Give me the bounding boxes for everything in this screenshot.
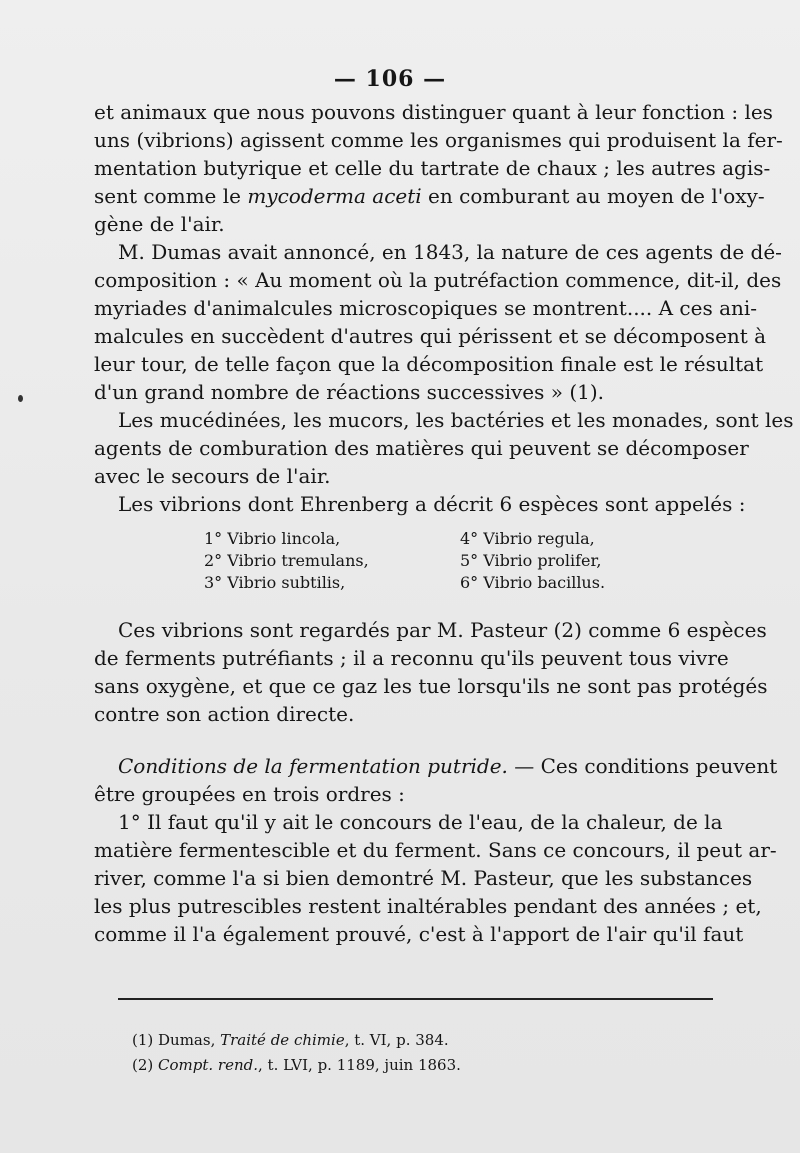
footnote-text: (2): [132, 1056, 159, 1074]
text-line: comme il l'a également prouvé, c'est à l'apport de l'air qu'il faut: [94, 922, 744, 946]
spacer: [94, 728, 712, 752]
text-line: les plus putrescibles restent inaltérables pendant des années ; et,: [94, 894, 762, 918]
text-line: uns (vibrions) agissent comme les organismes qui produisent la fer-: [94, 128, 783, 152]
paragraph-5: [94, 616, 768, 728]
species-row: [204, 572, 644, 594]
text-line: myriades d'animalcules microscopiques se montrent.... A ces ani-: [94, 296, 758, 320]
paragraph-3: [94, 406, 794, 490]
text-line: river, comme l'a si bien demontré M. Pasteur, que les substances: [94, 866, 753, 890]
text-line: être groupées en trois ordres :: [94, 782, 405, 806]
text-line: [94, 182, 765, 210]
text-line: composition : « Au moment où la putréfaction commence, dit-il, des: [94, 268, 782, 292]
text-line: matière fermentescible et du ferment. Sans ce concours, il peut ar-: [94, 838, 777, 862]
footnote-title: Compt. rend.: [158, 1056, 258, 1074]
species-cell: 3° Vibrio subtilis,: [204, 573, 346, 592]
italic-term: mycoderma aceti: [247, 184, 422, 208]
species-cell: 5° Vibrio prolifer,: [459, 551, 602, 570]
text-line: d'un grand nombre de réactions successives » (1).: [94, 380, 605, 404]
text-run: en comburant au moyen de l'oxy-: [421, 184, 765, 208]
paragraph-2: [94, 238, 782, 406]
text-line: et animaux que nous pouvons distinguer quant à leur fonction : les: [94, 100, 773, 124]
text-line: leur tour, de telle façon que la décomposition finale est le résultat: [94, 352, 764, 376]
species-cell: 4° Vibrio regula,: [459, 529, 595, 548]
text-line: sans oxygène, et que ce gaz les tue lorsqu'ils ne sont pas protégés: [94, 674, 768, 698]
page-number: — 106 —: [333, 66, 447, 92]
footnote-separator: [118, 998, 713, 1000]
footnote-1: [132, 1030, 449, 1050]
footnote-text: , t. VI, p. 384.: [344, 1031, 449, 1049]
text-line: agents de comburation des matières qui peuvent se décomposer: [94, 436, 749, 460]
text-line: avec le secours de l'air.: [94, 464, 331, 488]
text-line: [94, 752, 778, 780]
species-cell: 2° Vibrio tremulans,: [204, 551, 369, 570]
species-cell: 6° Vibrio bacillus.: [459, 573, 606, 592]
section-heading: Conditions de la fermentation putride.: [118, 754, 508, 778]
text-line: Les vibrions dont Ehrenberg a décrit 6 espèces sont appelés :: [118, 492, 746, 516]
species-table: [204, 528, 644, 594]
footnote-2: [132, 1055, 461, 1075]
species-cell: 1° Vibrio lincola,: [204, 529, 341, 548]
text-line: mentation butyrique et celle du tartrate de chaux ; les autres agis-: [94, 156, 771, 180]
ink-speck: [18, 395, 23, 402]
text-line: Les mucédinées, les mucors, les bactéries et les monades, sont les: [118, 408, 794, 432]
species-row: [204, 528, 644, 550]
paragraph-1: [94, 98, 783, 238]
text-run: — Ces conditions peuvent: [507, 754, 778, 778]
species-row: [204, 550, 644, 572]
text-line: M. Dumas avait annoncé, en 1843, la nature de ces agents de dé-: [118, 240, 782, 264]
spacer: [94, 602, 712, 616]
footnote-title: Traité de chimie: [220, 1031, 345, 1049]
text-run: sent comme le: [94, 184, 248, 208]
footnote-text: (1) Dumas,: [132, 1031, 221, 1049]
species-list: [94, 528, 712, 594]
text-line: malcules en succèdent d'autres qui périssent et se décomposent à: [94, 324, 767, 348]
text-line: gène de l'air.: [94, 212, 225, 236]
section-conditions: [94, 752, 778, 808]
paragraph-4: [94, 490, 746, 518]
text-line: de ferments putréfiants ; il a reconnu qu'ils peuvent tous vivre: [94, 646, 729, 670]
footnote-text: , t. LVI, p. 1189, juin 1863.: [258, 1056, 461, 1074]
text-line: contre son action directe.: [94, 702, 355, 726]
paragraph-6: [94, 808, 777, 948]
text-line: Ces vibrions sont regardés par M. Pasteur (2) comme 6 espèces: [118, 618, 767, 642]
main-text: [94, 98, 794, 948]
text-line: 1° Il faut qu'il y ait le concours de l'eau, de la chaleur, de la: [118, 810, 723, 834]
